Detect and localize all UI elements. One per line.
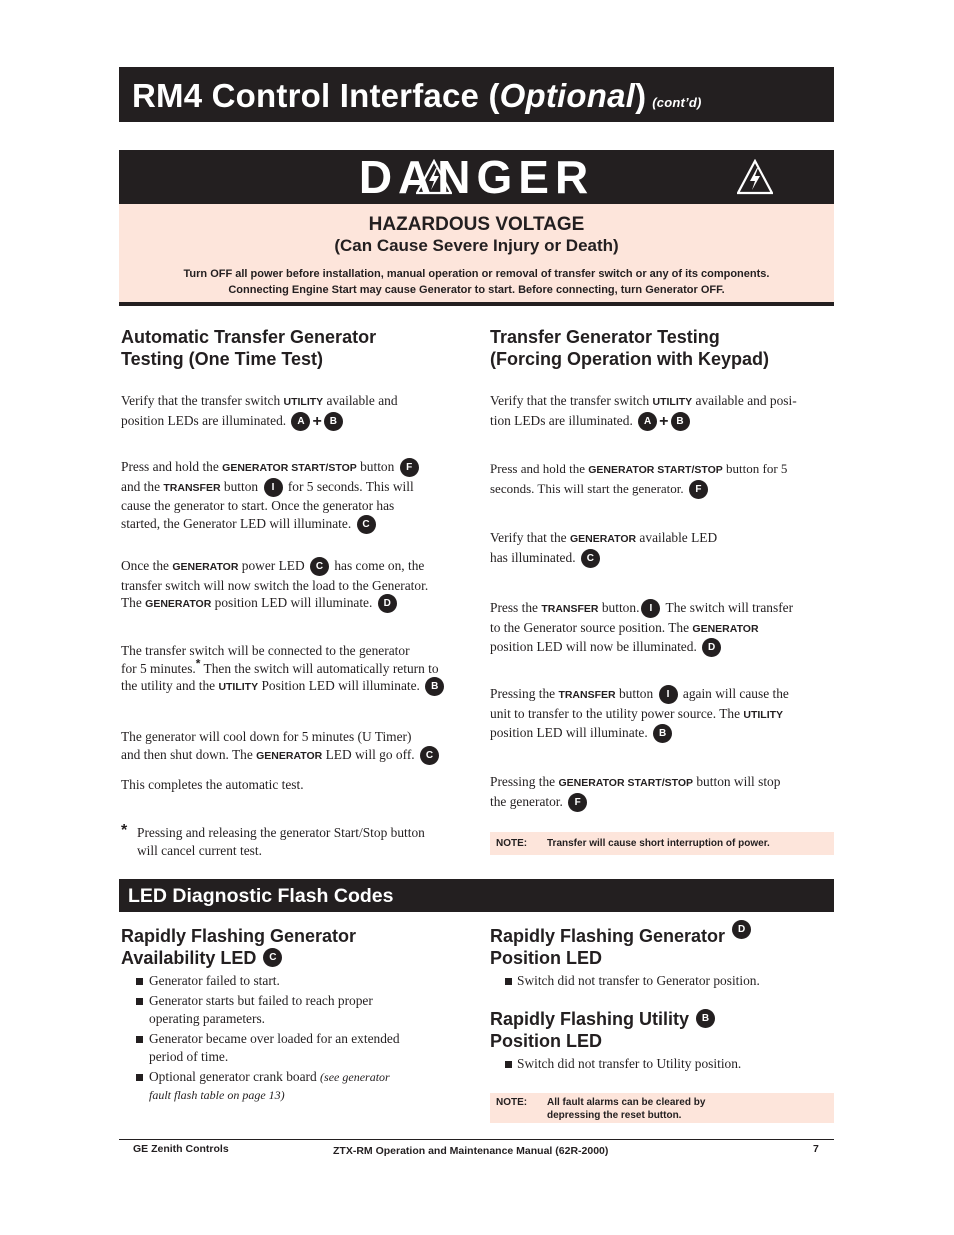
list-item: Switch did not transfer to Utility position. xyxy=(490,1055,835,1074)
led-d-icon: D xyxy=(702,638,721,657)
led-c-icon: C xyxy=(263,948,282,967)
led-d-icon: D xyxy=(378,594,397,613)
title-optional: Optional xyxy=(499,77,636,114)
auto-test-step-4: The transfer switch will be connected to the generator for 5 minutes.* Then the switch will automatically return to the utility and the UTILITY Position LED will illuminate. B xyxy=(121,642,481,697)
danger-message-box xyxy=(119,204,834,306)
title-continued: (cont’d) xyxy=(652,95,702,110)
fault-alarm-note xyxy=(490,1093,834,1123)
led-c-icon: C xyxy=(357,515,376,534)
transfer-note xyxy=(490,832,834,855)
led-f-icon: F xyxy=(689,480,708,499)
hazard-title: HAZARDOUS VOLTAGE xyxy=(368,214,585,235)
footer-rule xyxy=(119,1139,834,1140)
note-text: Transfer will cause short interruption of power. xyxy=(547,838,770,849)
led-diagnostic-bar xyxy=(119,879,834,912)
keypad-test-step-2: Press and hold the GENERATOR START/STOP button for 5 seconds. This will start the generator. F xyxy=(490,460,835,499)
list-item: Generator became over loaded for an extended period of time. xyxy=(121,1030,481,1067)
hazard-line-2: Connecting Engine Start may cause Generator to start. Before connecting, turn Generator OFF. xyxy=(228,284,725,296)
led-b-icon: B xyxy=(425,677,444,696)
led-c-icon: C xyxy=(420,746,439,765)
page-number: 7 xyxy=(813,1143,819,1155)
auto-test-step-3: Once the GENERATOR power LED C has come on, the transfer switch will now switch the load to the Generator. The GENERATOR position LED will illuminate. D xyxy=(121,557,481,614)
button-i-icon: I xyxy=(264,478,283,497)
led-c-icon: C xyxy=(310,557,329,576)
led-d-icon: D xyxy=(732,920,751,939)
page-title xyxy=(132,77,702,115)
danger-word: DANGER xyxy=(358,151,595,203)
list-item: Optional generator crank board (see generator fault flash table on page 13) xyxy=(121,1068,481,1105)
footer-company: GE Zenith Controls xyxy=(133,1143,229,1155)
gen-position-heading: Rapidly Flashing Generator D Position LED xyxy=(490,925,835,969)
led-a-icon: A xyxy=(638,412,657,431)
list-item: Generator failed to start. xyxy=(121,972,481,991)
keypad-test-step-6: Pressing the GENERATOR START/STOP button will stop the generator. F xyxy=(490,773,835,812)
keypad-test-step-3: Verify that the GENERATOR available LED has illuminated. C xyxy=(490,529,835,568)
title-close: ) xyxy=(635,77,647,114)
list-item: Switch did not transfer to Generator position. xyxy=(490,972,835,991)
danger-banner xyxy=(119,150,834,204)
keypad-test-step-4: Press the TRANSFER button. I The switch will transfer to the Generator source position. The GENERATOR position LED will now be illuminated. D xyxy=(490,599,835,657)
gen-availability-heading: Rapidly Flashing Generator Availability LED C xyxy=(121,926,357,968)
led-b-icon: B xyxy=(653,724,672,743)
page-title-bar xyxy=(119,67,834,122)
led-c-icon: C xyxy=(581,549,600,568)
led-b-icon: B xyxy=(671,412,690,431)
note-label: NOTE: xyxy=(496,1097,528,1108)
auto-test-step-1: Verify that the transfer switch UTILITY available and position LEDs are illuminated. A + B xyxy=(121,393,398,430)
led-f-icon: F xyxy=(568,793,587,812)
led-f-icon: F xyxy=(400,458,419,477)
auto-test-step-2: Press and hold the GENERATOR START/STOP button F and the TRANSFER button I for 5 seconds. This will cause the generator to start. Once the generator has started, the Generator LED will illuminate. C xyxy=(121,458,481,534)
list-item: Generator starts but failed to reach proper operating parameters. xyxy=(121,992,481,1029)
note-text: All fault alarms can be cleared by depressing the reset button. xyxy=(547,1097,706,1121)
footnote-asterisk: * xyxy=(121,822,128,839)
auto-test-heading: Automatic Transfer Generator Testing (One Time Test) xyxy=(121,327,377,369)
footer-manual-title: ZTX-RM Operation and Maintenance Manual (62R-2000) xyxy=(333,1145,609,1157)
title-main: RM4 Control Interface ( xyxy=(132,77,500,114)
utility-position-heading: Rapidly Flashing Utility B Position LED xyxy=(490,1008,835,1052)
gen-availability-list xyxy=(121,972,481,1106)
hazard-subtitle: (Can Cause Severe Injury or Death) xyxy=(334,236,619,255)
led-b-icon: B xyxy=(324,412,343,431)
button-i-icon: I xyxy=(641,599,660,618)
led-a-icon: A xyxy=(291,412,310,431)
utility-position-list xyxy=(490,1055,835,1075)
warning-triangle-icon xyxy=(737,159,773,195)
keypad-test-heading: Transfer Generator Testing (Forcing Operation with Keypad) xyxy=(490,327,770,369)
hazard-line-1: Turn OFF all power before installation, manual operation or removal of transfer switch or any of its components. xyxy=(183,268,770,280)
auto-test-step-5: The generator will cool down for 5 minutes (U Timer) and then shut down. The GENERATOR LED will go off. C xyxy=(121,728,481,765)
note-label: NOTE: xyxy=(496,838,528,849)
button-i-icon: I xyxy=(659,685,678,704)
keypad-test-step-5: Pressing the TRANSFER button I again will cause the unit to transfer to the utility power source. The UTILITY position LED will illuminate. B xyxy=(490,685,835,743)
gen-position-list xyxy=(490,972,835,992)
led-b-icon: B xyxy=(696,1009,715,1028)
led-diagnostic-title: LED Diagnostic Flash Codes xyxy=(128,885,394,907)
auto-test-complete: This completes the automatic test. xyxy=(121,777,304,792)
keypad-test-step-1: Verify that the transfer switch UTILITY available and posi- tion LEDs are illuminated. A + B xyxy=(490,393,797,430)
